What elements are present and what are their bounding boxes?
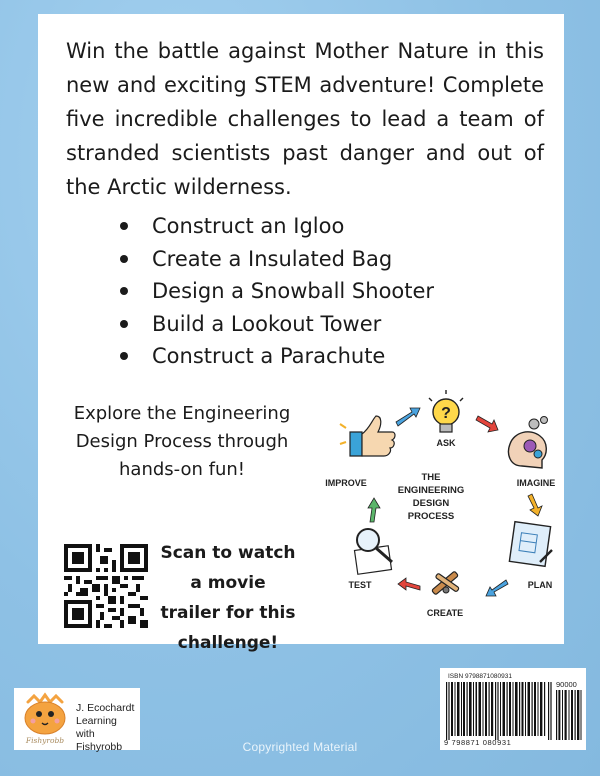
publisher-line: Learning with: [76, 715, 117, 740]
list-item: [116, 243, 434, 276]
barcode-digits: 9 798871 080931: [444, 738, 512, 747]
arrow-icon: [396, 408, 420, 426]
challenge-label: Create a Insulated Bag: [152, 246, 393, 271]
arrow-icon: [476, 416, 498, 432]
fish-logo-icon: [18, 692, 72, 746]
barcode-addon-icon: [556, 690, 582, 740]
publisher-line: J. Ecochardt: [76, 702, 135, 714]
scan-text: Scan to watch a movie trailer for this challenge!: [160, 543, 296, 653]
stage-label-create: CREATE: [426, 608, 464, 618]
challenge-label: Design a Snowball Shooter: [152, 279, 435, 303]
lightbulb-icon: [429, 390, 463, 432]
list-item: [116, 210, 434, 243]
content-panel: [38, 14, 564, 653]
barcode-addon-number: 90000: [556, 680, 577, 689]
challenge-label: Construct an Igloo: [152, 214, 345, 238]
barcode-icon: [446, 682, 552, 740]
stage-label-imagine: IMAGINE: [516, 478, 556, 488]
qr-code[interactable]: [64, 544, 148, 628]
list-item: [116, 275, 434, 308]
stage-label-plan: PLAN: [527, 580, 553, 590]
bullet-icon: [120, 352, 128, 360]
magnifier-icon: [354, 529, 392, 574]
list-item: [116, 340, 434, 373]
center-title-line: DESIGN: [412, 498, 450, 509]
center-title-line: PROCESS: [407, 511, 455, 522]
center-title-line: THE: [421, 472, 441, 483]
list-item: [116, 308, 434, 341]
design-process-diagram: [300, 384, 562, 624]
svg-text:?: ?: [441, 405, 451, 422]
bullet-icon: [120, 222, 128, 230]
stage-label-ask: ASK: [436, 438, 456, 448]
arrow-icon: [528, 494, 542, 516]
explore-text: Explore the Engineering Design Process through hands-on fun!: [73, 403, 291, 480]
challenge-label: Construct a Parachute: [152, 344, 386, 368]
barcode-box: [440, 668, 586, 750]
bullet-icon: [120, 255, 128, 263]
arrow-icon: [398, 578, 420, 590]
arrow-icon: [486, 580, 508, 596]
blueprint-icon: [509, 522, 552, 567]
tools-icon: [432, 571, 460, 595]
isbn-text: ISBN 9798871080931: [448, 673, 512, 680]
brain-gears-icon: [509, 417, 548, 469]
intro-paragraph: Win the battle against Mother Nature in this new and exciting STEM adventure! Complete five incredible challenges to lead a team of stranded scientists past danger and out of the Arctic wilderness.: [66, 39, 544, 199]
bullet-icon: [120, 320, 128, 328]
arrow-icon: [368, 498, 380, 522]
watermark-bottom: Copyrighted Material: [242, 740, 358, 754]
bullet-icon: [120, 287, 128, 295]
challenge-list: [116, 210, 434, 373]
center-title-line: ENGINEERING: [397, 485, 465, 496]
thumbs-up-icon: [340, 416, 395, 456]
challenge-label: Build a Lookout Tower: [152, 311, 382, 336]
stage-label-test: TEST: [348, 580, 372, 590]
publisher-line: Fishyrobb: [76, 741, 123, 753]
stage-label-improve: IMPROVE: [325, 478, 367, 488]
logo-lettering: Fishyrobb: [25, 736, 65, 745]
